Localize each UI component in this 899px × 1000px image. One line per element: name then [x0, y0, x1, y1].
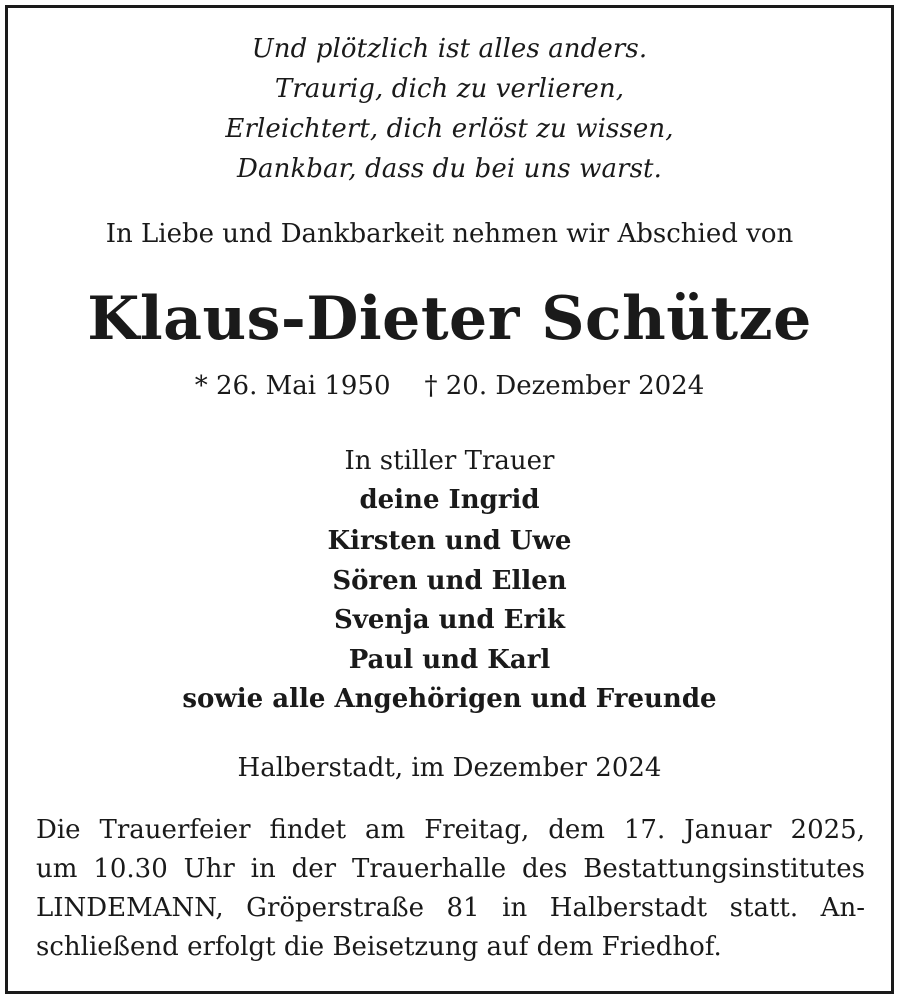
intro-text: In Liebe und Dankbarkeit nehmen wir Abschied von — [105, 219, 794, 249]
mourner-name: Kirsten und Uwe — [327, 526, 572, 556]
mourner-name: Sören und Ellen — [332, 566, 567, 596]
mourner-name: Paul und Karl — [348, 645, 551, 675]
life-dates — [0, 373, 899, 399]
birth-date: * 26. Mai 1950 — [194, 371, 391, 401]
mourner-name: sowie alle Angehörigen und Freunde — [182, 684, 717, 714]
mourners-heading: In stiller Trauer — [344, 446, 555, 476]
place-date: Halberstadt, im Dezember 2024 — [237, 753, 662, 783]
mourner-name: Svenja und Erik — [333, 605, 566, 635]
funeral-notice-line-4: schließend erfolgt die Beisetzung auf dem Friedhof. — [36, 932, 722, 962]
deceased-name: Klaus-Dieter Schütze — [87, 284, 812, 354]
funeral-notice-line-3: LINDEMANN, Gröperstraße 81 in Halberstadt statt. An- — [36, 893, 865, 923]
funeral-notice-line-1: Die Trauerfeier findet am Freitag, dem 17. Januar 2025, — [36, 815, 865, 845]
mourner-name: deine Ingrid — [359, 485, 540, 515]
death-date: † 20. Dezember 2024 — [424, 371, 705, 401]
poem-line-2: Traurig, dich zu verlieren, — [274, 74, 625, 104]
poem-line-3: Erleichtert, dich erlöst zu wissen, — [225, 114, 674, 144]
poem-line-4: Dankbar, dass du bei uns warst. — [237, 154, 662, 184]
funeral-notice-line-2: um 10.30 Uhr in der Trauerhalle des Bestattungsinstitutes — [36, 854, 865, 884]
poem-line-1: Und plötzlich ist alles anders. — [251, 34, 648, 64]
